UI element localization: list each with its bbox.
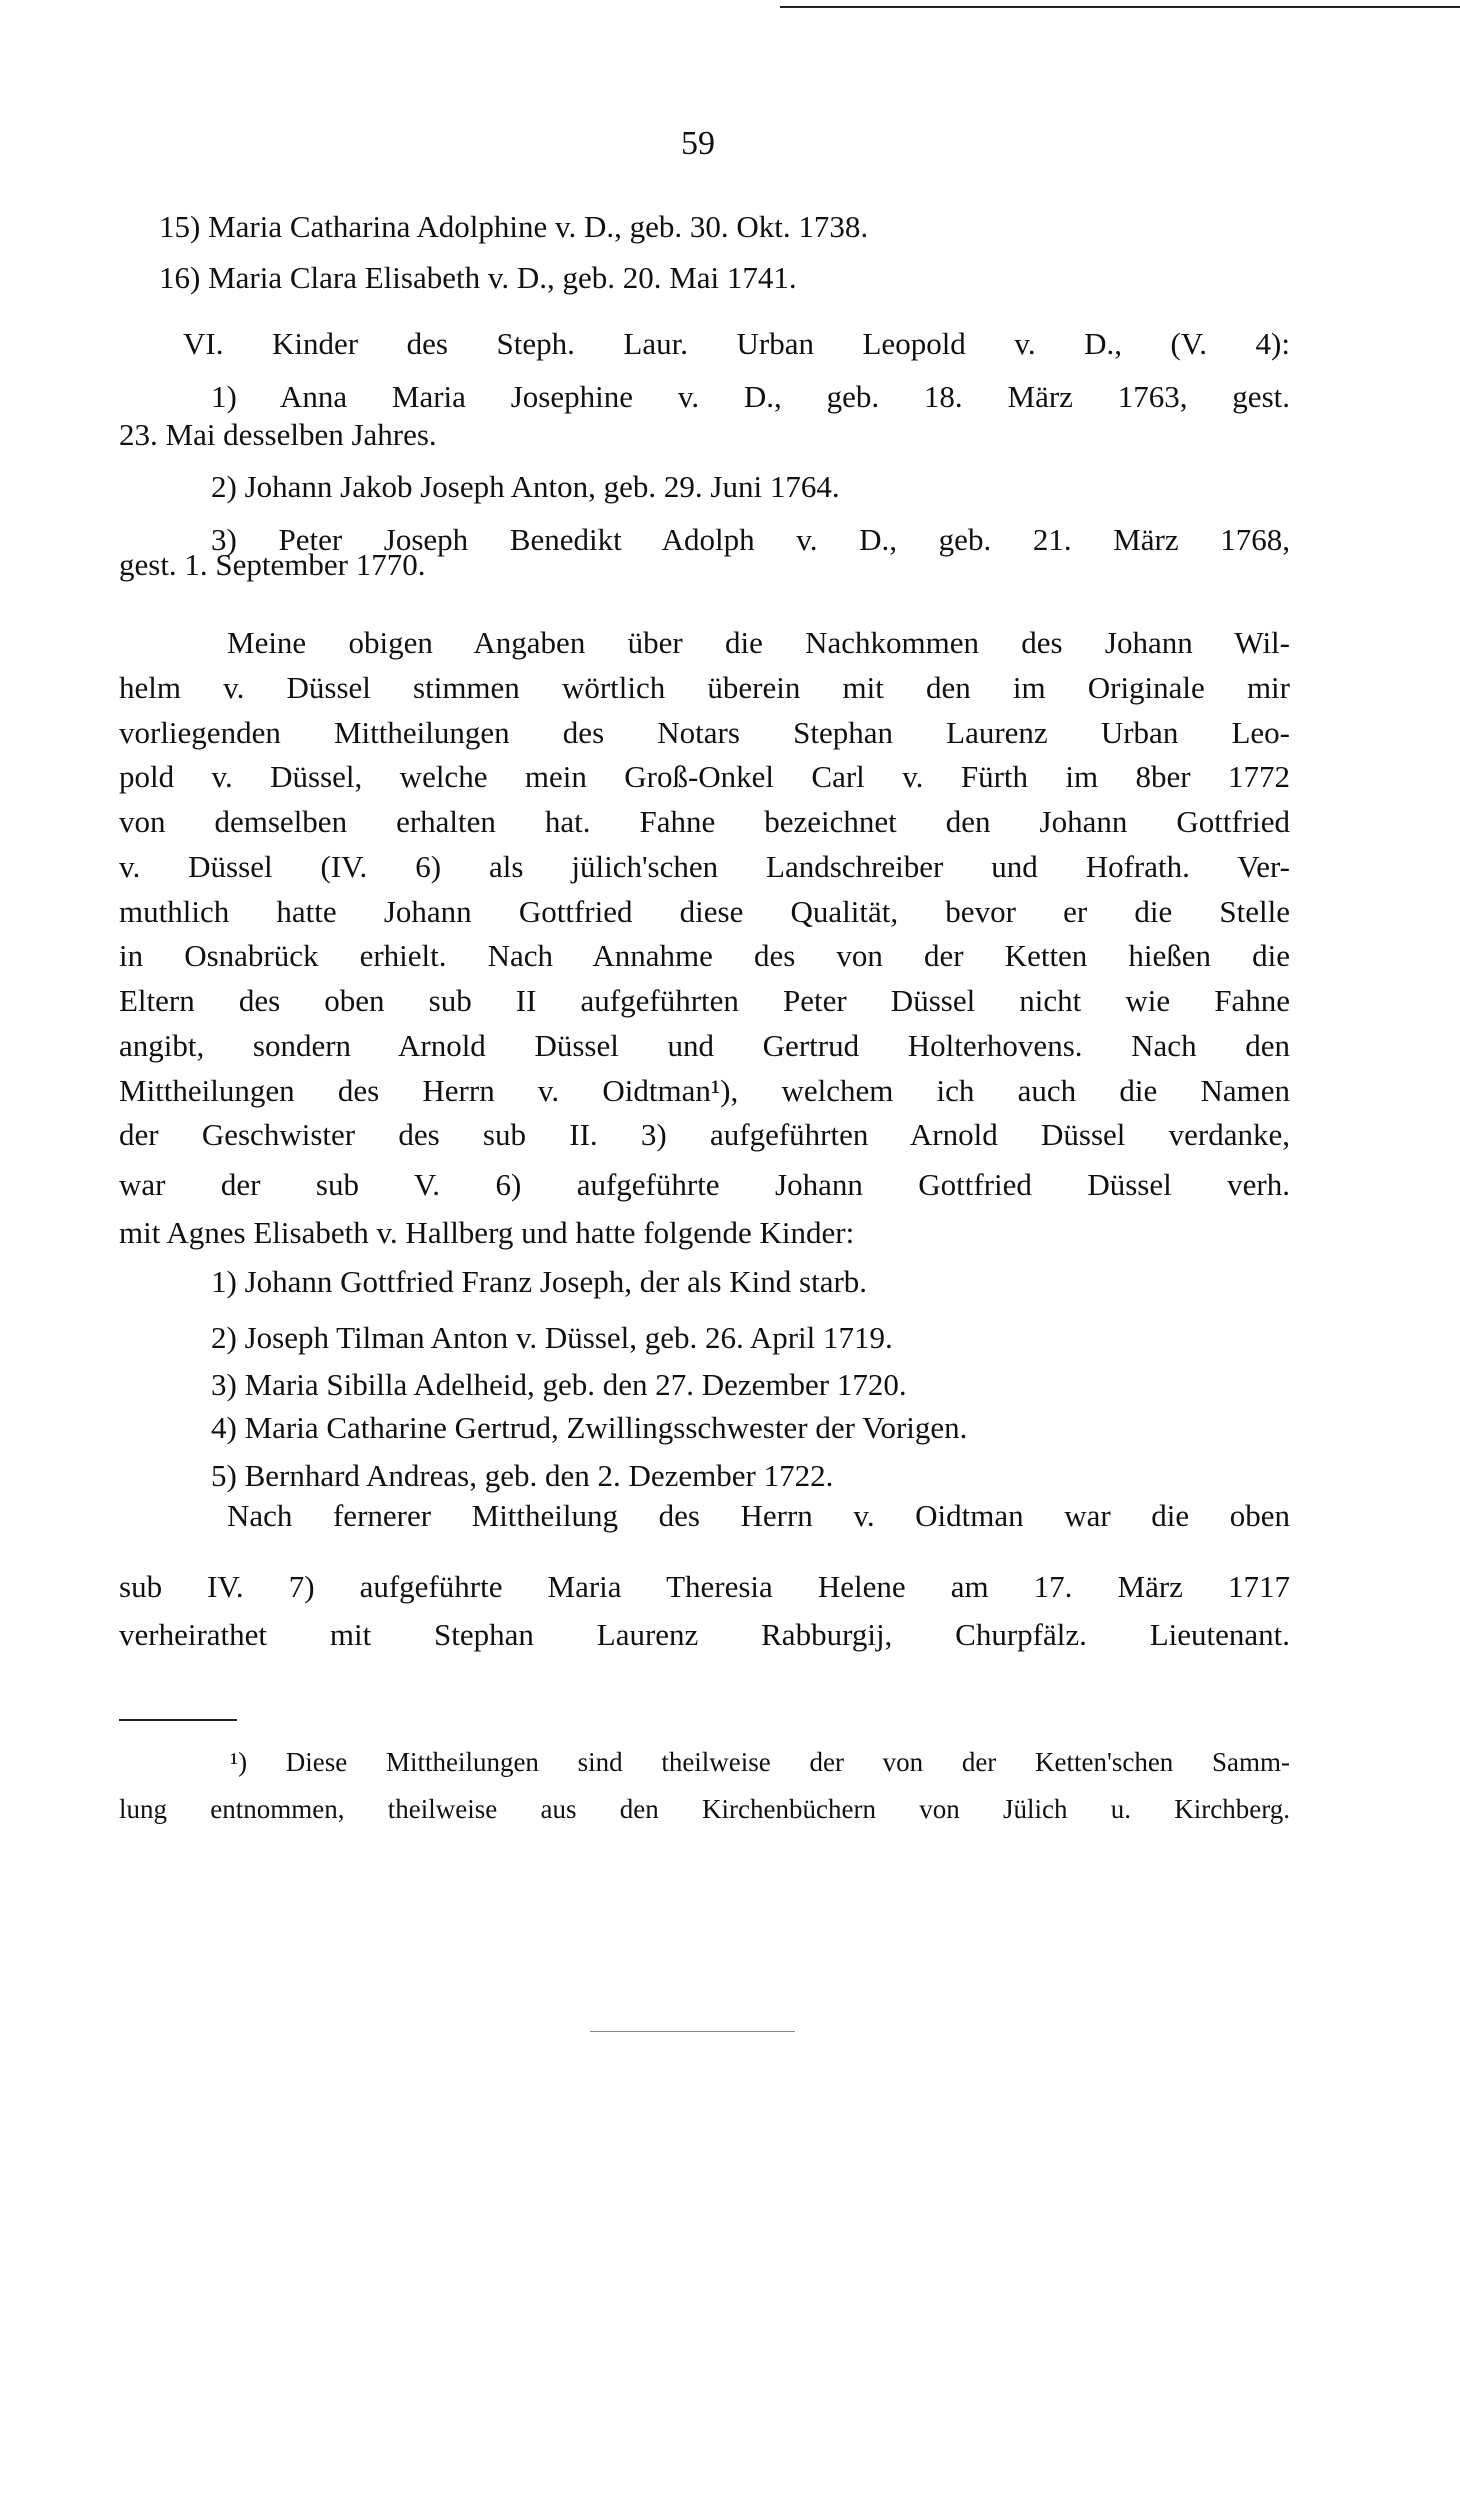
text-line: 2) Joseph Tilman Anton v. Düssel, geb. 26. April 1719. [211,1320,893,1355]
text-line: helm v. Düssel stimmen wörtlich überein mit den im Originale mir [119,670,1290,705]
footnote-separator [119,1719,237,1721]
text-line: in Osnabrück erhielt. Nach Annahme des von der Ketten hießen die [119,938,1290,973]
text-line: VI. Kinder des Steph. Laur. Urban Leopold v. D., (V. 4): [183,326,1290,361]
text-line: gest. 1. September 1770. [119,547,426,582]
text-line: war der sub V. 6) aufgeführte Johann Gottfried Düssel verh. [119,1167,1290,1202]
top-edge-line [780,6,1460,8]
text-line: von demselben erhalten hat. Fahne bezeichnet den Johann Gottfried [119,804,1290,839]
text-line: sub IV. 7) aufgeführte Maria Theresia Helene am 17. März 1717 [119,1569,1290,1604]
text-line: 15) Maria Catharina Adolphine v. D., geb. 30. Okt. 1738. [159,209,869,244]
end-ornament-line [590,2031,795,2032]
text-line: Nach fernerer Mittheilung des Herrn v. Oidtman war die oben [227,1498,1290,1533]
text-line: 5) Bernhard Andreas, geb. den 2. Dezember 1722. [211,1458,834,1493]
text-line: 1) Anna Maria Josephine v. D., geb. 18. März 1763, gest. [211,379,1290,414]
text-line: 23. Mai desselben Jahres. [119,417,437,452]
text-line: 3) Peter Joseph Benedikt Adolph v. D., geb. 21. März 1768, [211,522,1290,557]
footnote-line: lung entnommen, theilweise aus den Kirchenbüchern von Jülich u. Kirchberg. [119,1794,1290,1824]
text-line: Mittheilungen des Herrn v. Oidtman¹), welchem ich auch die Namen [119,1073,1290,1108]
text-line: Meine obigen Angaben über die Nachkommen des Johann Wil- [227,625,1290,660]
text-line: pold v. Düssel, welche mein Groß-Onkel Carl v. Fürth im 8ber 1772 [119,759,1290,794]
text-line: 4) Maria Catharine Gertrud, Zwillingsschwester der Vorigen. [211,1410,968,1445]
text-line: vorliegenden Mittheilungen des Notars Stephan Laurenz Urban Leo- [119,715,1290,750]
text-line: v. Düssel (IV. 6) als jülich'schen Landschreiber und Hofrath. Ver- [119,849,1290,884]
text-line: angibt, sondern Arnold Düssel und Gertrud Holterhovens. Nach den [119,1028,1290,1063]
text-line: muthlich hatte Johann Gottfried diese Qualität, bevor er die Stelle [119,894,1290,929]
text-line: 3) Maria Sibilla Adelheid, geb. den 27. Dezember 1720. [211,1367,907,1402]
text-line: der Geschwister des sub II. 3) aufgeführten Arnold Düssel verdanke, [119,1117,1290,1152]
text-line: Eltern des oben sub II aufgeführten Peter Düssel nicht wie Fahne [119,983,1290,1018]
footnote-line: ¹) Diese Mittheilungen sind theilweise der von der Ketten'schen Samm- [230,1747,1290,1777]
text-line: 1) Johann Gottfried Franz Joseph, der als Kind starb. [211,1264,868,1299]
text-line: verheirathet mit Stephan Laurenz Rabburgij, Churpfälz. Lieutenant. [119,1617,1290,1652]
page-number: 59 [681,125,715,162]
text-line: 16) Maria Clara Elisabeth v. D., geb. 20. Mai 1741. [159,260,797,295]
text-line: mit Agnes Elisabeth v. Hallberg und hatte folgende Kinder: [119,1215,855,1250]
text-line: 2) Johann Jakob Joseph Anton, geb. 29. Juni 1764. [211,469,840,504]
